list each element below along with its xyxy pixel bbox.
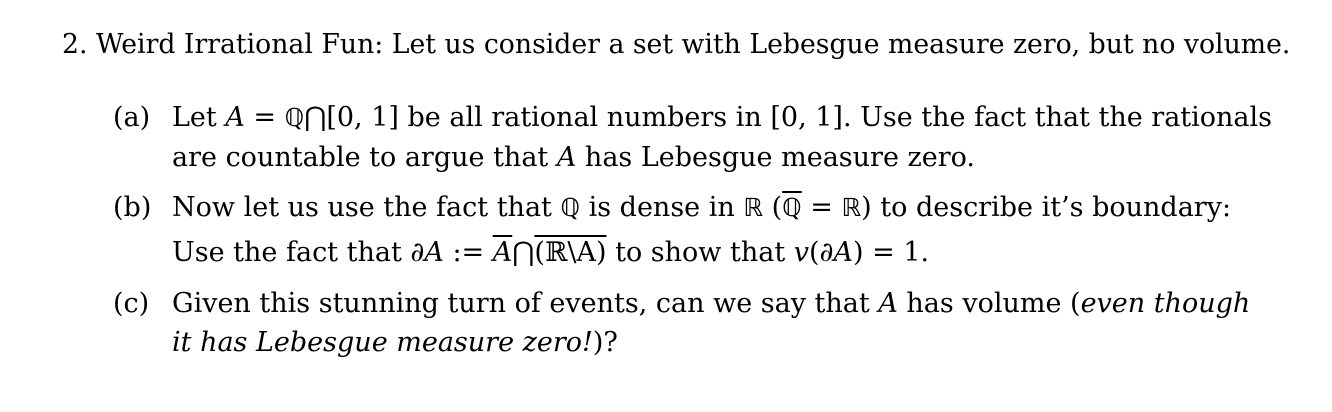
math-complement-closure: (ℝ\A) [534,237,607,268]
problem-number: 2. [62,29,88,60]
math-A: A [833,237,854,268]
math-rationals: ℚ [284,103,305,132]
part-b-line-2: Use the fact that ∂A := $\overline{A}⋂(ℝ\backslash A)$ to show that v(∂A) = 1. [172,237,930,268]
math-rationals: ℚ [560,193,581,222]
problem-heading: Weird Irrational Fun: Let us consider a set with Lebesgue measure zero, but no volume. [95,29,1291,60]
math-intersection: ⋂ [304,102,327,133]
math-A: A [424,237,444,268]
part-c-label: (c) [113,288,150,319]
emphasis-text: even though [1080,288,1251,319]
math-A: A [225,102,245,133]
math-A-closure: $\overline{A}$ [492,237,513,268]
part-c-line-1: Given this stunning turn of events, can we say that A has volume (even though [172,288,1251,319]
math-A: A [556,142,577,173]
emphasis-text: it has Lebesgue measure zero! [172,327,593,358]
part-a-label: (a) [113,102,151,133]
part-c-line-2: it has Lebesgue measure zero!)? [172,327,618,358]
math-intersection: ⋂ [512,237,535,268]
math-volume-v: v [793,237,810,268]
problem-heading-line [62,28,1290,62]
part-b-label: (b) [113,192,152,223]
part-a-line-2: are countable to argue that A has Lebesgue measure zero. [172,142,975,173]
part-b-line-1: Now let us use the fact that ℚ is dense in ℝ (ℚ = ℝ) to describe it’s boundary: [172,192,1232,223]
math-reals: ℝ [841,193,862,222]
math-A: A [878,288,898,319]
math-rationals-closure: ℚ [782,193,802,222]
part-a-line-1: Let A = ℚ⋂[0, 1] be all rational numbers in [0, 1]. Use the fact that the rationals [172,102,1273,133]
math-reals: ℝ [743,193,764,222]
